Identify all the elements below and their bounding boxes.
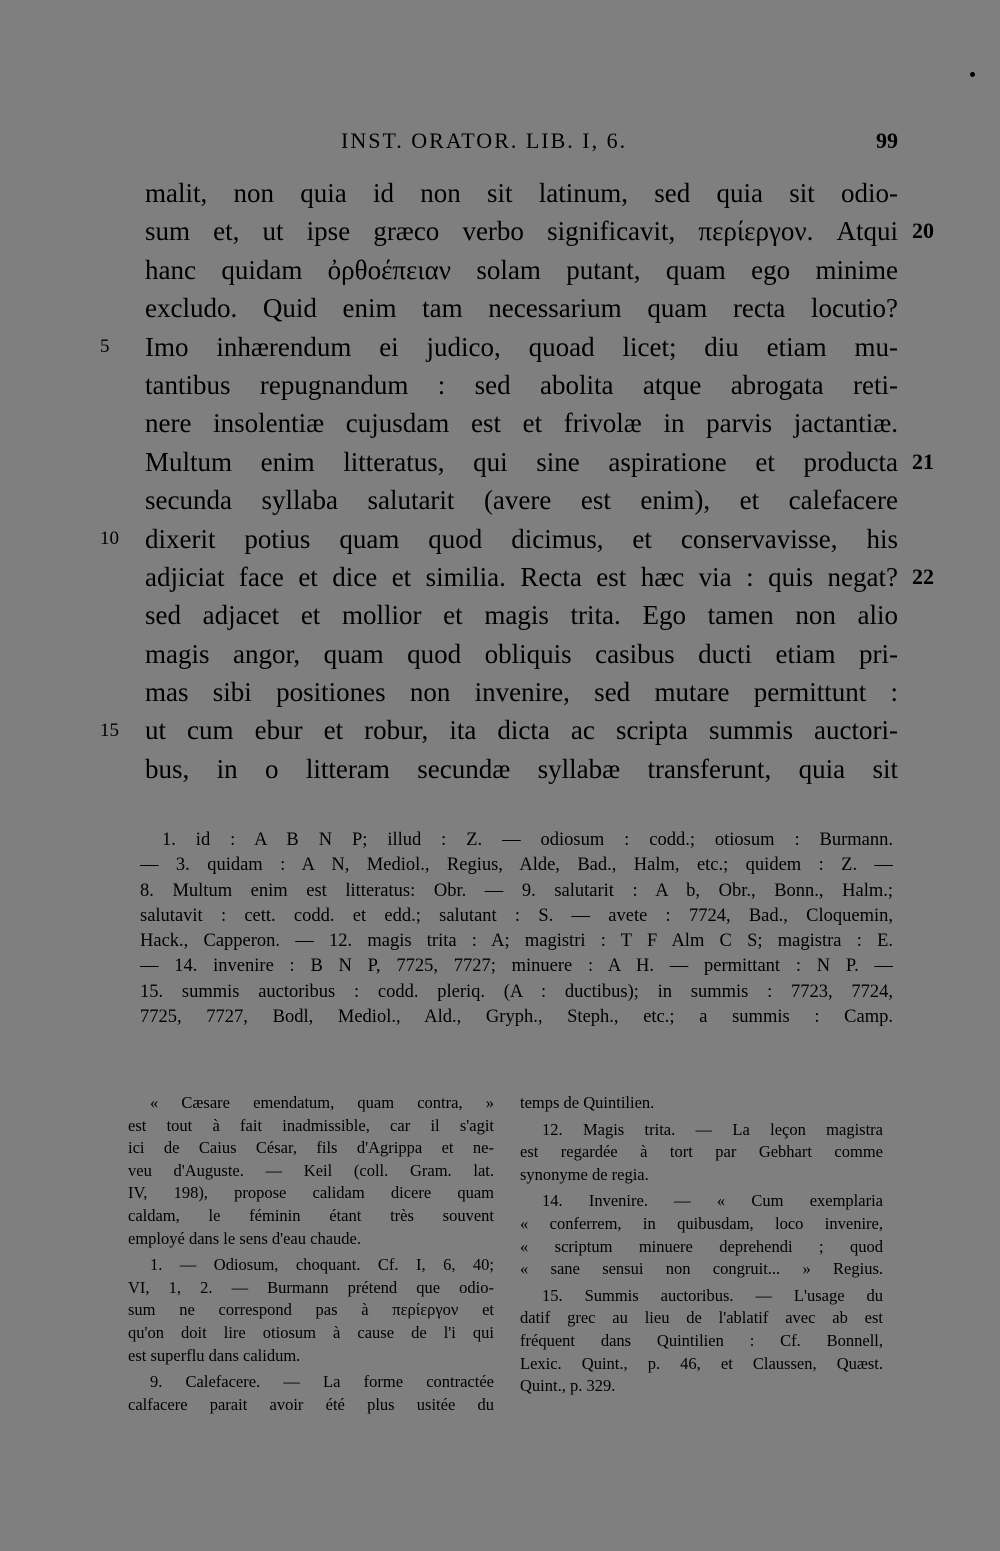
note-line: caldam, le féminin étant très souvent	[128, 1205, 494, 1225]
note-line: 1. — Odiosum, choquant. Cf. I, 6, 40;	[150, 1255, 494, 1275]
text-line: nere insolentiæ cujusdam est et frivolæ in parvis jactantiæ.	[145, 408, 898, 439]
text-line: dixerit potius quam quod dicimus, et conservavisse, his	[145, 523, 898, 554]
running-title: INST. ORATOR. LIB. I, 6.	[341, 128, 628, 153]
note-line: qu'on doit lire otiosum à cause de l'i qui	[128, 1322, 494, 1342]
note-line: 14. Invenire. — « Cum exemplaria	[542, 1191, 883, 1211]
text-line: excludo. Quid enim tam necessarium quam recta locutio?	[145, 293, 898, 324]
text-line: ut cum ebur et robur, ita dicta ac scripta summis auctori-	[145, 715, 898, 746]
note-line: VI, 1, 2. — Burmann prétend que odio-	[128, 1277, 494, 1297]
main-text	[145, 174, 898, 788]
notes-right-column	[520, 1092, 883, 1398]
apparatus-line: 8. Multum enim est litteratus: Obr. — 9. salutarit : A b, Obr., Bonn., Halm.;	[140, 880, 893, 901]
text-line: Imo inhærendum ei judico, quoad licet; diu etiam mu-	[145, 331, 898, 362]
apparatus-line: 15. summis auctoribus : codd. pleriq. (A : ductibus); in summis : 7723, 7724,	[140, 981, 893, 1002]
text-line: adjiciat face et dice et similia. Recta est hæc via : quis negat?	[145, 561, 898, 592]
note-line: « Cæsare emendatum, quam contra, »	[150, 1093, 494, 1112]
apparatus-line: — 3. quidam : A N, Mediol., Regius, Alde, Bad., Halm, etc.; quidem : Z. —	[140, 855, 893, 876]
note-line: Lexic. Quint., p. 46, et Claussen, Quæst.	[520, 1353, 883, 1373]
text-line: sum et, ut ipse græco verbo significavit, περίεργον. Atqui	[145, 216, 898, 247]
note-line: ici de Caius César, fils d'Agrippa et ne-	[128, 1138, 494, 1158]
apparatus-line: 1. id : A B N P; illud : Z. — odiosum : codd.; otiosum : Burmann.	[162, 830, 893, 850]
note-line: synonyme de regia.	[520, 1164, 649, 1184]
note-line: employé dans le sens d'eau chaude.	[128, 1228, 361, 1248]
apparatus-line: 7725, 7727, Bodl, Mediol., Ald., Gryph., Steph., etc.; a summis : Camp.	[140, 1007, 893, 1028]
note-line: 9. Calefacere. — La forme contractée	[150, 1372, 494, 1392]
note-line: veu d'Auguste. — Keil (coll. Gram. lat.	[128, 1160, 494, 1180]
line-number-15: 15	[100, 719, 119, 741]
ink-dot	[970, 72, 975, 77]
note-line: datif grec au lieu de l'ablatif avec ab est	[520, 1308, 883, 1328]
text-line: magis angor, quam quod obliquis casibus ducti etiam pri-	[145, 638, 898, 669]
note-line: est regardée à tort par Gebhart comme	[520, 1142, 883, 1162]
note-line: fréquent dans Quintilien : Cf. Bonnell,	[520, 1330, 883, 1350]
note-line: 12. Magis trita. — La leçon magistra	[542, 1119, 883, 1139]
note-line: « scriptum minuere deprehendi ; quod	[520, 1236, 883, 1256]
apparatus-line: salutavit : cett. codd. et edd.; salutant : S. — avete : 7724, Bad., Cloquemin,	[140, 905, 893, 926]
note-line: « sane sensui non congruit... » Regius.	[520, 1259, 883, 1279]
note-line: temps de Quintilien.	[520, 1093, 655, 1112]
text-line: mas sibi positiones non invenire, sed mutare permittunt :	[145, 677, 898, 708]
section-number-20: 20	[912, 218, 934, 244]
page-number: 99	[876, 128, 898, 153]
note-line: calfacere parait avoir été plus usitée du	[128, 1394, 494, 1414]
apparatus-line: Hack., Capperon. — 12. magis trita : A; magistri : T F Alm C S; magistra : E.	[140, 931, 893, 952]
critical-apparatus	[140, 828, 893, 1030]
text-line: malit, non quia id non sit latinum, sed quia sit odio-	[145, 178, 898, 208]
text-line: sed adjacet et mollior et magis trita. Ego tamen non alio	[145, 600, 898, 631]
text-line: Multum enim litteratus, qui sine aspiratione et producta	[145, 446, 898, 477]
note-line: « conferrem, in quibusdam, loco invenire,	[520, 1213, 883, 1233]
text-line: hanc quidam ὀρθοέπειαν solam putant, quam ego minime	[145, 254, 898, 285]
page-header	[145, 128, 898, 160]
section-number-21: 21	[912, 448, 934, 474]
line-number-10: 10	[100, 527, 119, 549]
notes-left-column	[128, 1092, 494, 1416]
note-line: est superflu dans calidum.	[128, 1345, 301, 1365]
text-line: tantibus repugnandum : sed abolita atque abrogata reti-	[145, 369, 898, 400]
note-line: sum ne correspond pas à περίεργον et	[128, 1300, 494, 1320]
line-number-5: 5	[100, 335, 110, 357]
apparatus-line: — 14. invenire : B N P, 7725, 7727; minuere : A H. — permittant : N P. —	[140, 956, 893, 977]
note-line: Quint., p. 329.	[520, 1376, 616, 1396]
text-line: bus, in o litteram secundæ syllabæ transferunt, quia sit	[145, 753, 898, 784]
section-number-22: 22	[912, 564, 934, 589]
note-line: est tout à fait inadmissible, car il s'agit	[128, 1115, 494, 1135]
note-line: 15. Summis auctoribus. — L'usage du	[542, 1285, 883, 1305]
text-line: secunda syllaba salutarit (avere est enim), et calefacere	[145, 485, 898, 516]
note-line: IV, 198), propose calidam dicere quam	[128, 1183, 494, 1203]
